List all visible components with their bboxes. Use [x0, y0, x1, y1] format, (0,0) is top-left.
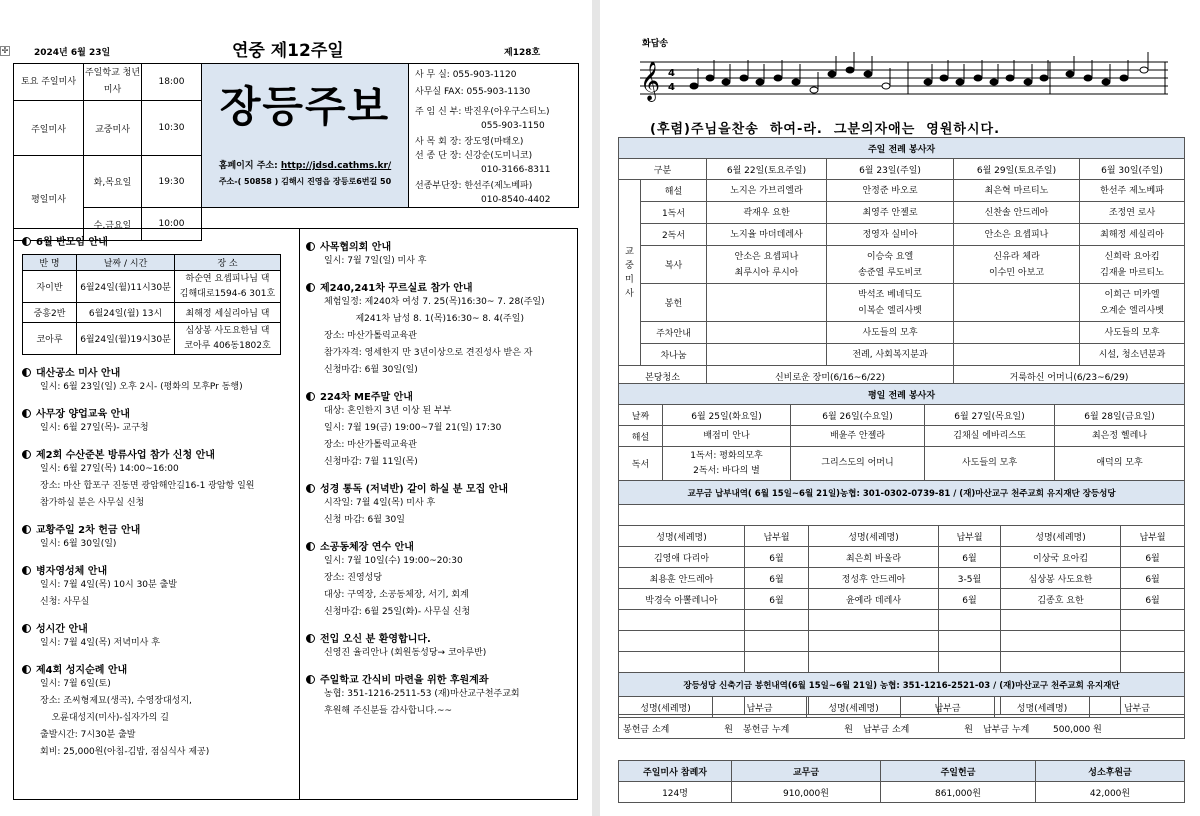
- table-header: 날짜: [619, 405, 663, 426]
- table-row: [619, 568, 1185, 589]
- table-title: 교무금 납부내역( 6월 15일~6월 21일)농협: 301-0302-0739-81 / (재)마산교구 천주교회 유지재단 장등성당: [619, 481, 1185, 505]
- table-cell: 노지은 가브리엘라: [707, 180, 827, 202]
- bullet-icon: [22, 237, 31, 246]
- announcement-line: 시작일: 7월 4일(목) 미사 후: [324, 498, 436, 508]
- announcement-line: 후원해 주신분들 감사합니다.~~: [324, 706, 452, 716]
- table-cell: 심상봉 사도요한: [1001, 568, 1121, 589]
- table-header: 납부월: [745, 526, 809, 547]
- bulletin-name: 장등주보: [219, 82, 391, 131]
- announcement-title: 대산공소 미사 안내: [22, 364, 299, 379]
- psalm-refrain: (후렴)주님을찬송 하여-라. 그분의자애는 영원하시다.: [650, 122, 1001, 137]
- table-cell: 정성후 안드레아: [809, 568, 939, 589]
- table-row: [619, 526, 1185, 547]
- table-cell: [939, 652, 1001, 673]
- table-cell: [745, 652, 809, 673]
- announcement-line: 오륜대성지(미사)-십자가의 길: [40, 713, 169, 723]
- note-head: [810, 87, 818, 93]
- announcement-title: 제240,241차 꾸르실료 참가 안내: [306, 279, 577, 294]
- table-header: 6월 25일(화요일): [663, 405, 791, 426]
- table-header: 납부월: [1121, 526, 1185, 547]
- table-cell: [939, 631, 1001, 652]
- table-header: 반 명: [23, 255, 77, 271]
- music-staff: [638, 50, 1170, 108]
- table-header: 성명(세례명): [809, 526, 939, 547]
- table-cell: 곽재우 요한: [707, 202, 827, 224]
- announcement-title: 소공동체장 연수 안내: [306, 538, 577, 553]
- table-header: 6월 27일(목요일): [925, 405, 1055, 426]
- table-cell: 김종호 요한: [1001, 589, 1121, 610]
- announcement-line: 신청마감: 6월 25일(화)- 사무실 신청: [324, 607, 471, 617]
- table-cell: 시설, 청소년분과: [1080, 344, 1185, 366]
- table-row: [619, 322, 1185, 344]
- note-head: [974, 75, 982, 81]
- announcement-line: 일시: 7월 4일(목) 저녁미사 후: [40, 638, 160, 648]
- announcement-line: 장소: 마산가톨릭교육관: [324, 440, 417, 450]
- note-head: [774, 75, 782, 81]
- note-head: [990, 79, 998, 85]
- announcement-title: 병자영성체 안내: [22, 562, 299, 577]
- table-header: 납부월: [939, 526, 1001, 547]
- announcement-line: 체험일정: 제240차 여성 7. 25(목)16:30~ 7. 28(주일): [324, 297, 545, 307]
- total-item: 원: [724, 724, 733, 735]
- table-cell: 최해정 세실리아: [1080, 224, 1185, 246]
- table-row: [619, 344, 1185, 366]
- table-row: [619, 426, 1185, 447]
- note-head: [924, 79, 932, 85]
- table-cell: 안정준 바오로: [827, 180, 954, 202]
- table-cell: 6월: [1121, 589, 1185, 610]
- note-head: [1040, 75, 1048, 81]
- announcement-line: 일시: 7월 6일(토): [40, 679, 111, 689]
- homepage-label: 홈페이지 주소:: [218, 161, 278, 171]
- bullet-icon: [22, 665, 31, 674]
- table-row: [619, 202, 1185, 224]
- table-cell: [954, 344, 1080, 366]
- table-header: 주일헌금: [881, 761, 1036, 782]
- bullet-icon: [306, 242, 315, 251]
- announcement-line: 일시: 7월 10일(수) 19:00~20:30: [324, 556, 463, 566]
- announcements-col-1: [13, 228, 300, 800]
- group-meeting-table: [22, 254, 281, 355]
- bulletin-right-page: [600, 0, 1200, 816]
- table-cell: 사도들의 모후: [925, 447, 1055, 481]
- masthead: [202, 64, 409, 208]
- announcement-line: 출발시간: 7시30분 출발: [40, 730, 136, 740]
- svg-text:4: 4: [668, 82, 675, 93]
- table-cell: 6월: [939, 589, 1001, 610]
- header-table: [13, 63, 579, 241]
- table-row: [619, 547, 1185, 568]
- announcement-line: 참가하실 분은 사무실 신청: [40, 498, 145, 508]
- table-header: 주일미사 참례자: [619, 761, 732, 782]
- table-cell: [1001, 631, 1121, 652]
- table-row: [619, 447, 1185, 481]
- total-item: 봉헌금 누계: [743, 724, 790, 735]
- issue-number: 제128호: [504, 48, 541, 58]
- table-cell: 6월24일(월) 13시: [77, 303, 175, 323]
- table-cell: [809, 652, 939, 673]
- announcement-line: 농협: 351-1216-2511-53 (재)마산교구천주교회: [324, 689, 520, 699]
- role-cell: 1독서: [641, 202, 707, 224]
- table-cell: 최은정 헬레나: [1055, 426, 1185, 447]
- side-label: 교중미사: [619, 180, 641, 366]
- building-fund-table: [618, 672, 1185, 739]
- svg-text:4: 4: [668, 68, 675, 79]
- table-cell: 박석조 베네딕도 이복순 엘리사벳: [827, 284, 954, 322]
- table-row: [619, 246, 1185, 284]
- table-row: [619, 589, 1185, 610]
- table-header: 교무금: [732, 761, 881, 782]
- role-cell: 복사: [641, 246, 707, 284]
- table-cell: [707, 322, 827, 344]
- table-cell: 노지율 마더데레사: [707, 224, 827, 246]
- table-header: 납부금: [1090, 697, 1185, 718]
- table-cell: 신희락 요아킴 김재윤 마르티노: [1080, 246, 1185, 284]
- role-cell: 봉헌: [641, 284, 707, 322]
- table-cell: [954, 322, 1080, 344]
- note-head: [882, 83, 890, 89]
- table-header: 성명(세례명): [807, 697, 901, 718]
- table-row: [619, 610, 1185, 631]
- evangelism-head: 선 종 단 장: 신강순(도미니코): [415, 151, 533, 161]
- role-cell: 차나눔: [641, 344, 707, 366]
- table-cell: [1121, 610, 1185, 631]
- table-cell: 윤예라 데레사: [809, 589, 939, 610]
- bulletin-left-page: [0, 0, 592, 816]
- role-cell: 해설: [619, 426, 663, 447]
- table-row: [619, 631, 1185, 652]
- table-cell: [745, 610, 809, 631]
- table-cell: 신유라 체라 이수민 아보고: [954, 246, 1080, 284]
- table-cell: 최은희 바울라: [809, 547, 939, 568]
- church-address: 주소-( 50858 ) 김해시 진영읍 장등로6번길 50: [218, 177, 392, 186]
- table-cell: 6월24일(월)11시30분: [77, 271, 175, 303]
- table-cell: [1001, 652, 1121, 673]
- council-head: 사 목 회 장: 장도영(마태오): [415, 137, 524, 147]
- table-cell: [954, 284, 1080, 322]
- table-header: 장 소: [175, 255, 281, 271]
- bullet-icon: [306, 675, 315, 684]
- table-cell: 6월: [745, 547, 809, 568]
- table-cell: 이승숙 요엘 송준열 루도비코: [827, 246, 954, 284]
- vice-phone: 010-8540-4402: [481, 195, 551, 205]
- office-contacts: [409, 64, 579, 208]
- announcement-title: 성시간 안내: [22, 620, 299, 635]
- table-cell: 6월: [1121, 547, 1185, 568]
- announcement-line: 참가자격: 영세한지 만 3년이상으로 견진성사 받은 자: [324, 348, 533, 358]
- announcement-title: 성경 통독 (저녁반) 같이 하실 분 모집 안내: [306, 480, 577, 495]
- note-head: [828, 71, 836, 77]
- table-cell: 전례, 사회복지분과: [827, 344, 954, 366]
- table-cell: 그리스도의 어머니: [791, 447, 925, 481]
- mass-group: 평일미사: [14, 156, 84, 241]
- mass-group: 주일미사: [14, 101, 84, 156]
- bullet-icon: [22, 409, 31, 418]
- announcement-title: 6월 반모임 안내: [22, 233, 299, 248]
- bullet-icon: [22, 525, 31, 534]
- table-cell: 한선주 제노베파: [1080, 180, 1185, 202]
- announcement-line: 장소: 진영성당: [324, 573, 383, 583]
- table-row: [619, 180, 1185, 202]
- table-header: 6월 22일(토요주일): [707, 159, 827, 180]
- role-cell: 본당청소: [619, 366, 707, 387]
- role-cell: 주차안내: [641, 322, 707, 344]
- table-cell: 자이반: [23, 271, 77, 303]
- note-head: [956, 79, 964, 85]
- homepage-line: [202, 158, 408, 171]
- announcement-title: 제4회 성지순례 안내: [22, 661, 299, 676]
- table-cell: 안소은 요셉피나 최루시아 루시아: [707, 246, 827, 284]
- table-header: 6월 28일(금요일): [1055, 405, 1185, 426]
- table-cell: 6월: [745, 568, 809, 589]
- table-cell: [809, 610, 939, 631]
- table-cell: 6월: [939, 547, 1001, 568]
- offering-summary-table: [618, 760, 1185, 803]
- note-head: [1006, 75, 1014, 81]
- table-cell: 중흥2반: [23, 303, 77, 323]
- table-cell: 김채실 에바리스또: [925, 426, 1055, 447]
- announcement-title: 교황주일 2차 헌금 안내: [22, 521, 299, 536]
- table-header: 날짜 / 시간: [77, 255, 175, 271]
- table-header: 6월 29일(토요주일): [954, 159, 1080, 180]
- psalm-label: 화답송: [642, 39, 669, 49]
- table-cell: 6월: [1121, 568, 1185, 589]
- total-item: 원: [964, 724, 973, 735]
- table-cell: [1121, 631, 1185, 652]
- announcement-line: 신청: 사무실: [40, 597, 90, 607]
- announcement-line: 일시: 6월 30일(일): [40, 539, 117, 549]
- note-head: [690, 83, 698, 89]
- note-head: [740, 75, 748, 81]
- table-cell: 코아루: [23, 323, 77, 355]
- note-head: [864, 71, 872, 77]
- announcement-line: 일시: 6월 23일(일) 오후 2시- (평화의 모후Pr 동행): [40, 382, 243, 392]
- bullet-icon: [306, 392, 315, 401]
- table-cell: [939, 610, 1001, 631]
- bullet-icon: [22, 566, 31, 575]
- table-cell: 정영자 실비아: [827, 224, 954, 246]
- announcement-line: 일시: 7월 19(금) 19:00~7월 21(일) 17:30: [324, 423, 502, 433]
- mass-time: 18:00: [142, 64, 202, 101]
- table-cell: 910,000원: [732, 782, 881, 803]
- table-cell: 1독서: 평화의모후 2독서: 바다의 별: [663, 447, 791, 481]
- table-cell: 안소은 요셉피나: [954, 224, 1080, 246]
- table-cell: 6월: [745, 589, 809, 610]
- announcement-line: 신청 마감: 6월 30일: [324, 515, 405, 525]
- mass-name: 교중미사: [84, 101, 142, 156]
- mass-name: 수,금요일: [84, 208, 142, 241]
- table-cell: [619, 610, 745, 631]
- table-cell: 최해정 세실리아님 댁: [175, 303, 281, 323]
- table-cell: [619, 652, 745, 673]
- mass-name: 화,목요일: [84, 156, 142, 208]
- bullet-icon: [22, 368, 31, 377]
- table-cell: 박경숙 아뽈레니아: [619, 589, 745, 610]
- table-header: 납부금: [713, 697, 807, 718]
- role-cell: 독서: [619, 447, 663, 481]
- table-header: 납부금: [901, 697, 995, 718]
- announcement-line: 회비: 25,000원(아침-김밥, 점심식사 제공): [40, 747, 210, 757]
- table-cell: 861,000원: [881, 782, 1036, 803]
- table-cell: 하순연 요셉피나님 댁 김해대로1594-6 301호: [175, 271, 281, 303]
- bullet-icon: [22, 624, 31, 633]
- table-title: 주일 전례 봉사자: [619, 138, 1185, 159]
- table-row: [619, 224, 1185, 246]
- announcement-line: 대상: 혼인한지 3년 이상 된 부부: [324, 406, 452, 416]
- announcement-title: 사무장 양업교육 안내: [22, 405, 299, 420]
- office-phone: 사 무 실: 055-903-1120: [415, 70, 517, 80]
- announcement-line: 장소: 마산가톨릭교육관: [324, 331, 417, 341]
- bullet-icon: [306, 484, 315, 493]
- announcement-line: 신영진 율리안나 (회원동성당→ 코아루반): [324, 648, 487, 658]
- announcement-title: 224차 ME주말 안내: [306, 388, 577, 403]
- note-head: [1140, 67, 1148, 73]
- note-head: [756, 79, 764, 85]
- table-cell: 3-5월: [939, 568, 1001, 589]
- note-head: [1120, 75, 1128, 81]
- table-cell: [707, 344, 827, 366]
- mass-name: 주일학교 청년미사: [84, 64, 142, 101]
- table-cell: [1121, 652, 1185, 673]
- table-cell: 최은혁 마르티노: [954, 180, 1080, 202]
- homepage-link[interactable]: http://jdsd.cathms.kr/: [280, 161, 392, 171]
- table-header: 성명(세례명): [619, 697, 713, 718]
- announcement-line: 장소: 조씨형제묘(생곡), 수영장대성지,: [40, 696, 192, 706]
- announcement-title: 사목협의회 안내: [306, 238, 577, 253]
- mass-time: 10:30: [142, 101, 202, 156]
- table-cell: 124명: [619, 782, 732, 803]
- announcement-title: 주일학교 간식비 마련을 위한 후원계좌: [306, 671, 577, 686]
- table-cell: 배윤주 안젤라: [791, 426, 925, 447]
- bullet-icon: [306, 283, 315, 292]
- mass-time: 19:30: [142, 156, 202, 208]
- table-header: 6월 26일(수요일): [791, 405, 925, 426]
- total-item: 봉헌금 소계: [623, 724, 670, 735]
- table-cell: [707, 284, 827, 322]
- total-item: 원: [844, 724, 853, 735]
- table-row: [619, 405, 1185, 426]
- announcement-line: 제241차 남성 8. 1(목)16:30~ 8. 4(주일): [324, 314, 524, 324]
- total-item: 납부금 소계: [863, 724, 910, 735]
- announcement-line: 신청마감: 6월 30일(일): [324, 365, 418, 375]
- announcement-title: 전입 오신 분 환영합니다.: [306, 630, 577, 645]
- note-head: [792, 79, 800, 85]
- evangelism-phone: 010-3166-8311: [481, 165, 551, 175]
- building-totals-row: [619, 718, 1185, 739]
- bullet-icon: [306, 634, 315, 643]
- note-head: [1066, 71, 1074, 77]
- table-cell: 배점미 안나: [663, 426, 791, 447]
- table-cell: 이희근 미카엘 오계순 엘리사벳: [1080, 284, 1185, 322]
- bulletin-date: 2024년 6월 23일: [34, 48, 111, 58]
- mass-time: 10:00: [142, 208, 202, 241]
- announcement-line: 대상: 구역장, 소공동체장, 서기, 회계: [324, 590, 469, 600]
- announcement-line: 신청마감: 7월 11일(목): [324, 457, 418, 467]
- pastor-phone: 055-903-1150: [481, 121, 545, 131]
- table-cell: 애덕의 모후: [1055, 447, 1185, 481]
- table-title: 평일 전례 봉사자: [619, 384, 1185, 405]
- liturgy-title: 연중 제12주일: [232, 41, 344, 61]
- table-title: 장등성당 신축기금 봉헌내역(6월 15일~6월 21일) 농협: 351-1216-2521-03 / (재)마산교구 천주교회 유지재단: [619, 673, 1185, 697]
- announcements-col-2: [299, 228, 578, 800]
- announcement-line: 일시: 6월 27일(목)- 교구청: [40, 423, 149, 433]
- table-cell: 최영주 안젤로: [827, 202, 954, 224]
- table-cell: [809, 631, 939, 652]
- table-cell: 신비로운 장미(6/16~6/22): [707, 366, 954, 387]
- note-head: [1102, 79, 1110, 85]
- note-head: [1084, 75, 1092, 81]
- move-handle-icon[interactable]: ✢: [1, 46, 9, 55]
- table-cell: 42,000원: [1036, 782, 1185, 803]
- announcement-list: [22, 364, 299, 761]
- announcement-line: 일시: 7월 7일(일) 미사 후: [324, 256, 427, 266]
- table-cell: 신찬솔 안드레아: [954, 202, 1080, 224]
- role-cell: 해설: [641, 180, 707, 202]
- table-cell: 거룩하신 어머니(6/23~6/29): [954, 366, 1185, 387]
- table-header: 성명(세례명): [1001, 526, 1121, 547]
- bullet-icon: [22, 450, 31, 459]
- announcement-list: [306, 238, 577, 720]
- table-cell: [1001, 610, 1121, 631]
- table-header: 성소후원금: [1036, 761, 1185, 782]
- announcement-line: 장소: 마산 합포구 진동면 광암해안길16-1 광암항 일원: [40, 481, 255, 491]
- table-cell: 최용훈 안드레아: [619, 568, 745, 589]
- total-item: 납부금 누계: [983, 724, 1030, 735]
- table-cell: 조정연 로사: [1080, 202, 1185, 224]
- mass-group: 토요 주일미사: [14, 64, 84, 101]
- table-row: [619, 652, 1185, 673]
- table-cell: 심상봉 사도요한님 댁 코아루 406동1802호: [175, 323, 281, 355]
- table-cell: [619, 631, 745, 652]
- pastor: 주 임 신 부: 박진우(아우구스티노): [415, 107, 550, 117]
- treble-clef-icon: 𝄞: [640, 61, 661, 101]
- note-head: [940, 75, 948, 81]
- bullet-icon: [306, 542, 315, 551]
- role-cell: 2독서: [641, 224, 707, 246]
- table-header: 성명(세례명): [619, 526, 745, 547]
- note-head: [846, 67, 854, 73]
- table-header: 구분: [619, 159, 707, 180]
- table-header: 성명(세례명): [995, 697, 1090, 718]
- table-cell: [745, 631, 809, 652]
- note-head: [722, 79, 730, 85]
- office-fax: 사무실 FAX: 055-903-1130: [415, 87, 531, 97]
- table-cell: 김영애 다리아: [619, 547, 745, 568]
- table-cell: 이상국 요아킴: [1001, 547, 1121, 568]
- evangelism-vice: 선종부단장: 한선주(제노베파): [415, 181, 533, 191]
- table-header: 6월 23일(주일): [827, 159, 954, 180]
- table-row: [619, 284, 1185, 322]
- announcement-line: 일시: 6월 27일(목) 14:00~16:00: [40, 464, 179, 474]
- note-head: [706, 75, 714, 81]
- announcement-line: 일시: 7월 4일(목) 10시 30분 출발: [40, 580, 177, 590]
- table-cell: 6월24일(월)19시30분: [77, 323, 175, 355]
- table-cell: 사도들의 모후: [1080, 322, 1185, 344]
- announcement-title: 제2회 수산준본 방류사업 참가 신청 안내: [22, 446, 299, 461]
- weekday-service-table: [618, 383, 1185, 481]
- table-header: 6월 30일(주일): [1080, 159, 1185, 180]
- table-cell: 사도들의 모후: [827, 322, 954, 344]
- note-head: [1024, 79, 1032, 85]
- sunday-service-table: [618, 137, 1185, 387]
- total-item: 500,000 원: [1053, 724, 1102, 735]
